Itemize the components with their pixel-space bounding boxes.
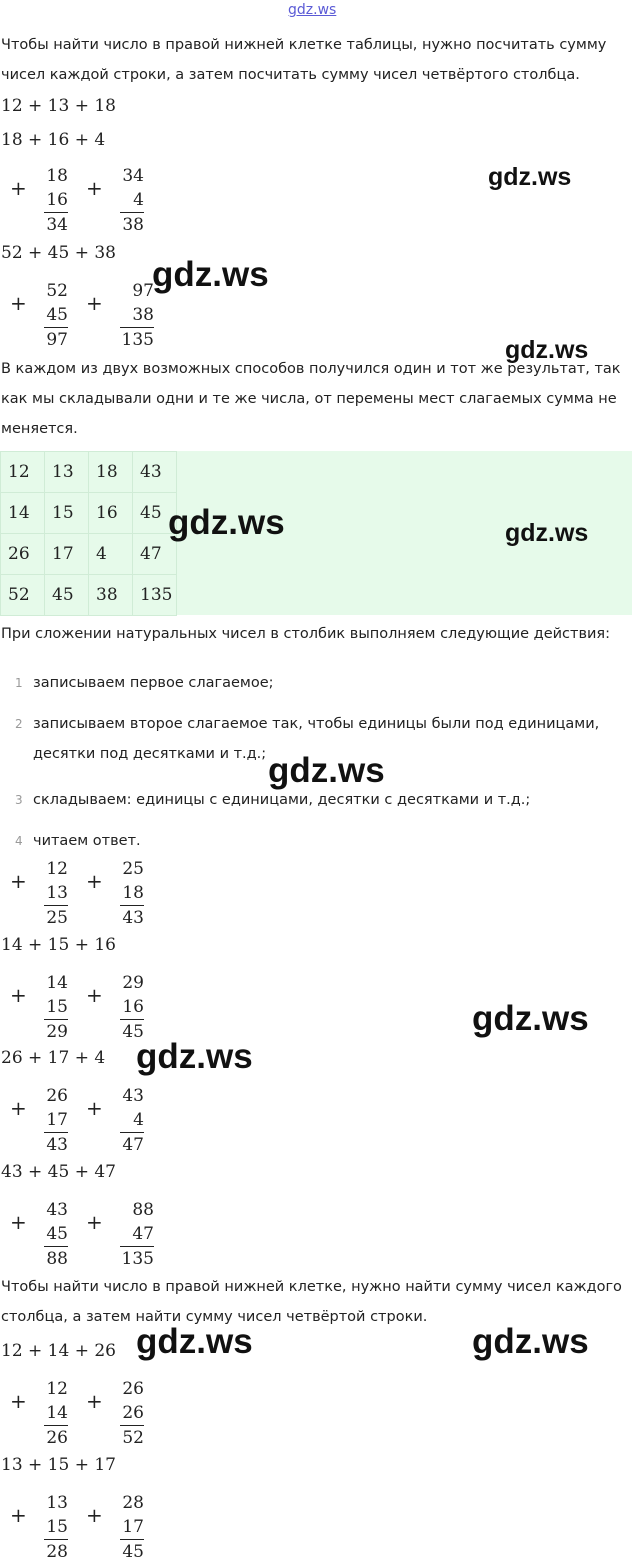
site-link[interactable]: gdz.ws — [288, 2, 337, 18]
table-cell: 4 — [89, 534, 133, 575]
step-text: записываем первое слагаемое; — [33, 675, 274, 691]
addend: 14 — [46, 973, 68, 993]
watermark: gdz.ws — [136, 1037, 253, 1076]
table-cell: 17 — [45, 534, 89, 575]
watermark: gdz.ws — [136, 1322, 253, 1361]
plus-sign: + — [86, 1096, 103, 1120]
sum: 43 — [44, 1132, 68, 1157]
step-number: 1 — [15, 676, 23, 690]
table-row — [1, 575, 177, 616]
plus-sign: + — [86, 869, 103, 893]
sum: 45 — [120, 1019, 144, 1044]
plus-sign: + — [86, 1503, 103, 1527]
plus-sign: + — [10, 869, 27, 893]
addends-block — [44, 971, 68, 1044]
sum: 45 — [120, 1539, 144, 1564]
addends-block — [44, 279, 68, 352]
step-text: записываем второе слагаемое так, чтобы единицы были под единицами, десятки под десятками и т.д.; — [33, 716, 600, 762]
addend: 17 — [46, 1110, 68, 1130]
addends-block — [120, 857, 144, 930]
explanation-paragraph: В каждом из двух возможных способов получился один и тот же результат, так как мы складывали одни и те же числа, от перемены мест слагаемых сумма не меняется. — [1, 361, 621, 437]
table-cell: 38 — [89, 575, 133, 616]
sum: 47 — [120, 1132, 144, 1157]
addend: 18 — [46, 166, 68, 186]
addend: 4 — [133, 1110, 144, 1130]
table-row — [1, 493, 177, 534]
intro-paragraph: Чтобы найти число в правой нижней клетке таблицы, нужно посчитать сумму чисел каждой строки, а затем посчитать сумму чисел четвёртого столбца. — [1, 37, 607, 83]
sum: 135 — [120, 1246, 154, 1271]
plus-sign: + — [10, 983, 27, 1007]
addend: 12 — [46, 1379, 68, 1399]
addend: 45 — [46, 1224, 68, 1244]
plus-sign: + — [10, 1096, 27, 1120]
table-row — [1, 452, 177, 493]
addend: 29 — [122, 973, 144, 993]
sum: 88 — [44, 1246, 68, 1271]
expression-column-2: 13 + 15 + 17 — [1, 1455, 116, 1475]
sum: 34 — [44, 212, 68, 237]
sum: 52 — [120, 1425, 144, 1450]
table-cell: 15 — [45, 493, 89, 534]
addend: 13 — [46, 1493, 68, 1513]
plus-sign: + — [10, 176, 27, 200]
expression-row-2b: 14 + 15 + 16 — [1, 935, 116, 955]
intro-paragraph-2: Чтобы найти число в правой нижней клетке, нужно найти сумму чисел каждого столбца, а затем найти сумму чисел четвёртой строки. — [1, 1279, 622, 1325]
addend: 26 — [122, 1403, 144, 1423]
plus-sign: + — [86, 176, 103, 200]
addend: 17 — [122, 1517, 144, 1537]
sum: 26 — [44, 1425, 68, 1450]
table-cell: 16 — [89, 493, 133, 534]
sum: 38 — [120, 212, 144, 237]
plus-sign: + — [10, 1503, 27, 1527]
steps-intro: При сложении натуральных чисел в столбик выполняем следующие действия: — [1, 626, 611, 642]
addend: 26 — [122, 1379, 144, 1399]
plus-sign: + — [86, 983, 103, 1007]
addends-block — [44, 1198, 68, 1271]
expression-column-1: 12 + 14 + 26 — [1, 1341, 116, 1361]
addends-block — [44, 1377, 68, 1450]
addends-block — [120, 164, 144, 237]
table-cell: 26 — [1, 534, 45, 575]
step-number: 2 — [15, 717, 23, 731]
addends-block — [44, 857, 68, 930]
addends-block — [44, 164, 68, 237]
plus-sign: + — [10, 291, 27, 315]
table-cell: 52 — [1, 575, 45, 616]
sum: 97 — [44, 327, 68, 352]
addend: 43 — [122, 1086, 144, 1106]
addends-block — [120, 971, 144, 1044]
addend: 38 — [132, 305, 154, 325]
table-cell: 14 — [1, 493, 45, 534]
step-number: 3 — [15, 793, 23, 807]
table-cell: 45 — [133, 493, 177, 534]
step-number: 4 — [15, 834, 23, 848]
watermark: gdz.ws — [488, 163, 572, 191]
table-cell: 13 — [45, 452, 89, 493]
plus-sign: + — [86, 1210, 103, 1234]
step-text: складываем: единицы с единицами, десятки с десятками и т.д.; — [33, 792, 531, 808]
addend: 15 — [46, 997, 68, 1017]
addend: 34 — [122, 166, 144, 186]
expression-column-4: 52 + 45 + 38 — [1, 243, 116, 263]
expression-row-1: 12 + 13 + 18 — [1, 96, 116, 116]
table-cell: 45 — [45, 575, 89, 616]
sum: 43 — [120, 905, 144, 930]
addend: 28 — [122, 1493, 144, 1513]
addend: 16 — [122, 997, 144, 1017]
watermark: gdz.ws — [152, 255, 269, 294]
expression-row-3: 26 + 17 + 4 — [1, 1048, 106, 1068]
expression-column-4b: 43 + 45 + 47 — [1, 1162, 116, 1182]
addend: 18 — [122, 883, 144, 903]
addends-block — [120, 1491, 144, 1564]
step-text: читаем ответ. — [33, 833, 141, 849]
addend: 13 — [46, 883, 68, 903]
addend: 45 — [46, 305, 68, 325]
table-cell: 43 — [133, 452, 177, 493]
addend: 52 — [46, 281, 68, 301]
addend: 16 — [46, 190, 68, 210]
addends-block — [120, 1084, 144, 1157]
plus-sign: + — [10, 1210, 27, 1234]
watermark: gdz.ws — [268, 751, 385, 790]
expression-row-2: 18 + 16 + 4 — [1, 130, 106, 150]
addend: 25 — [122, 859, 144, 879]
addend: 15 — [46, 1517, 68, 1537]
table-row — [1, 534, 177, 575]
table-cell: 18 — [89, 452, 133, 493]
sum: 29 — [44, 1019, 68, 1044]
plus-sign: + — [10, 1389, 27, 1413]
watermark: gdz.ws — [505, 519, 589, 547]
addend: 43 — [46, 1200, 68, 1220]
sum: 135 — [120, 327, 154, 352]
addend: 12 — [46, 859, 68, 879]
watermark: gdz.ws — [505, 336, 589, 364]
addend: 88 — [132, 1200, 154, 1220]
addends-block — [120, 279, 154, 352]
watermark: gdz.ws — [472, 1322, 589, 1361]
sum: 28 — [44, 1539, 68, 1564]
addends-block — [120, 1198, 154, 1271]
addend: 97 — [132, 281, 154, 301]
addends-block — [44, 1491, 68, 1564]
sum: 25 — [44, 905, 68, 930]
table-cell: 135 — [133, 575, 177, 616]
addend: 14 — [46, 1403, 68, 1423]
addend: 26 — [46, 1086, 68, 1106]
watermark: gdz.ws — [472, 999, 589, 1038]
table-cell: 12 — [1, 452, 45, 493]
table-cell: 47 — [133, 534, 177, 575]
plus-sign: + — [86, 1389, 103, 1413]
addends-block — [120, 1377, 144, 1450]
addend: 4 — [133, 190, 144, 210]
addend: 47 — [132, 1224, 154, 1244]
addends-block — [44, 1084, 68, 1157]
watermark: gdz.ws — [168, 503, 285, 542]
plus-sign: + — [86, 291, 103, 315]
